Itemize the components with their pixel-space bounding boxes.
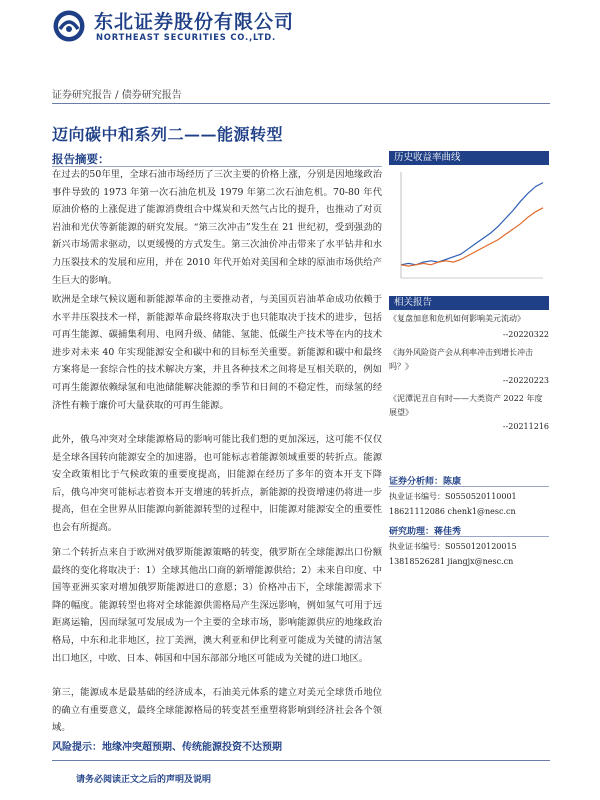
chart-heading: 历史收益率曲线 [389, 151, 549, 165]
related-report-link[interactable]: 《复盘加息和危机如何影响美元流动》 [389, 314, 525, 323]
summary-paragraph-5: 第三，能源成本是最基础的经济成本，石油美元体系的建立对美元全球货币地位的确立有重要意义，最终全球能源格局的转变甚至重塑将影响到经济社会各个领域。 [52, 687, 382, 734]
assistant-contact[interactable]: 13818526281 jiangjx@nesc.cn [389, 557, 514, 566]
summary-paragraph-2: 欧洲是全球气候议题和新能源革命的主要推动者，与美国页岩油革命成功依赖于水平井压裂技术一样，新能源革命最终将取决于也只能取决于技术的进步，包括可再生能源、碳捕集利用、电网升级、储能、氢能、低碳生产技术等在内的技术进步对未来 40 年实现能源安全和碳中和的目标至关重要。新能源和碳中和最终方案将是一套综合性的技术解决方案，并且各种技术之间将是互相关联的，例如可再生能源依赖绿氢和电池储能解决能源的季节和日间的不稳定性，而绿氢的经济性有赖于廉价可大量获取的可再生能源。 [52, 294, 382, 411]
related-report-link[interactable]: 《泥潭泥丑自有时——大类资产 2022 年度展望》 [389, 394, 543, 417]
related-report-date: --20220322 [502, 330, 549, 339]
header-divider [52, 103, 550, 104]
related-report-date: --20220223 [502, 376, 549, 385]
footer-disclaimer: 请务必阅读正文之后的声明及说明 [76, 775, 212, 785]
analyst-name: 证券分析师：陈康 [389, 477, 462, 487]
chart-series-line [401, 208, 543, 266]
analyst-contact[interactable]: 18621112086 chenk1@nesc.cn [389, 507, 516, 516]
brand-name-cn: 东北证券股份有限公司 [94, 11, 295, 33]
footer-divider [52, 760, 550, 761]
logo-icon [52, 9, 86, 43]
risk-warning: 风险提示：地缘冲突超预期、传统能源投资不达预期 [52, 742, 282, 753]
breadcrumb: 证券研究报告 / 债券研究报告 [52, 90, 182, 101]
summary-paragraph-1: 在过去的50年里，全球石油市场经历了三次主要的价格上涨，分别是因地缘政治事件导致的 1973 年第一次石油危机及 1979 年第二次石油危机。70-80 年代原油价格的上涨促进了能源消费组合中煤炭和天然气占比的提升，也推动了对页岩油和光伏等新能源的研究发展。“第三次冲击”发生在 21 世纪初，受到强劲的新兴市场需求驱动，以更缓慢的方式发生。第三次油价冲击带来了水平钻井和水力压裂技术的发展和应用，并在 2010 年代开始对美国和全球的原油市场供给产生巨大的影响。 [52, 169, 382, 286]
summary-paragraph-3: 此外，俄乌冲突对全球能源格局的影响可能比我们想的更加深远，这可能不仅仅是全球各国转向能源安全的加速器，也可能标志着能源领域重要的转折点。能源安全政策相比于气候政策的重要度提高，旧能源在经历了多年的资本开支下降后，俄乌冲突可能标志着资本开支增速的转折点，新能源的投资增速仍将进一步提高，但在全世界从旧能源向新能源转型的过程中，旧能源对能源安全的重要性也会有所提高。 [52, 434, 382, 533]
yield-curve-chart [389, 166, 549, 290]
related-reports-heading: 相关报告 [389, 296, 549, 310]
page-title: 迈向碳中和系列二——能源转型 [52, 125, 284, 144]
assistant-name: 研究助理：蒋佳秀 [389, 527, 462, 537]
chart-series-line [401, 183, 543, 265]
related-report-date: --20211216 [502, 422, 549, 431]
assistant-divider [389, 536, 549, 537]
related-report-link[interactable]: 《海外风险资产会从利率冲击到增长冲击吗？》 [389, 348, 533, 371]
summary-paragraph-4: 第二个转折点来自于欧洲对俄罗斯能源策略的转变，俄罗斯在全球能源出口份额最终的变化将取决于：1）全球其他出口商的新增能源供给；2）未来自印度、中国等亚洲买家对增加俄罗斯能源进口的意愿；3）价格冲击下，全球能源需求下降的幅度。能源转型也将对全球能源供需格局产生深远影响，例如氢气可用于远距离运输，因而绿氢可发展成为一个主要的全球市场，影响能源供应的地缘政治格局，中东和北非地区，拉丁美洲，澳大利亚和伊比利亚可能成为关键的清洁氢出口地区，中欧、日本、韩国和中国东部部分地区可能成为关键的进口地区。 [52, 547, 382, 664]
summary-heading: 报告摘要： [52, 152, 110, 166]
analyst-divider [389, 486, 549, 487]
analyst-cert: 执业证书编号：S0550520110001 [389, 492, 517, 501]
assistant-cert: 执业证书编号：S0550120120015 [389, 542, 517, 551]
brand-name-en: NORTHEAST SECURITIES CO.,LTD. [96, 32, 276, 42]
